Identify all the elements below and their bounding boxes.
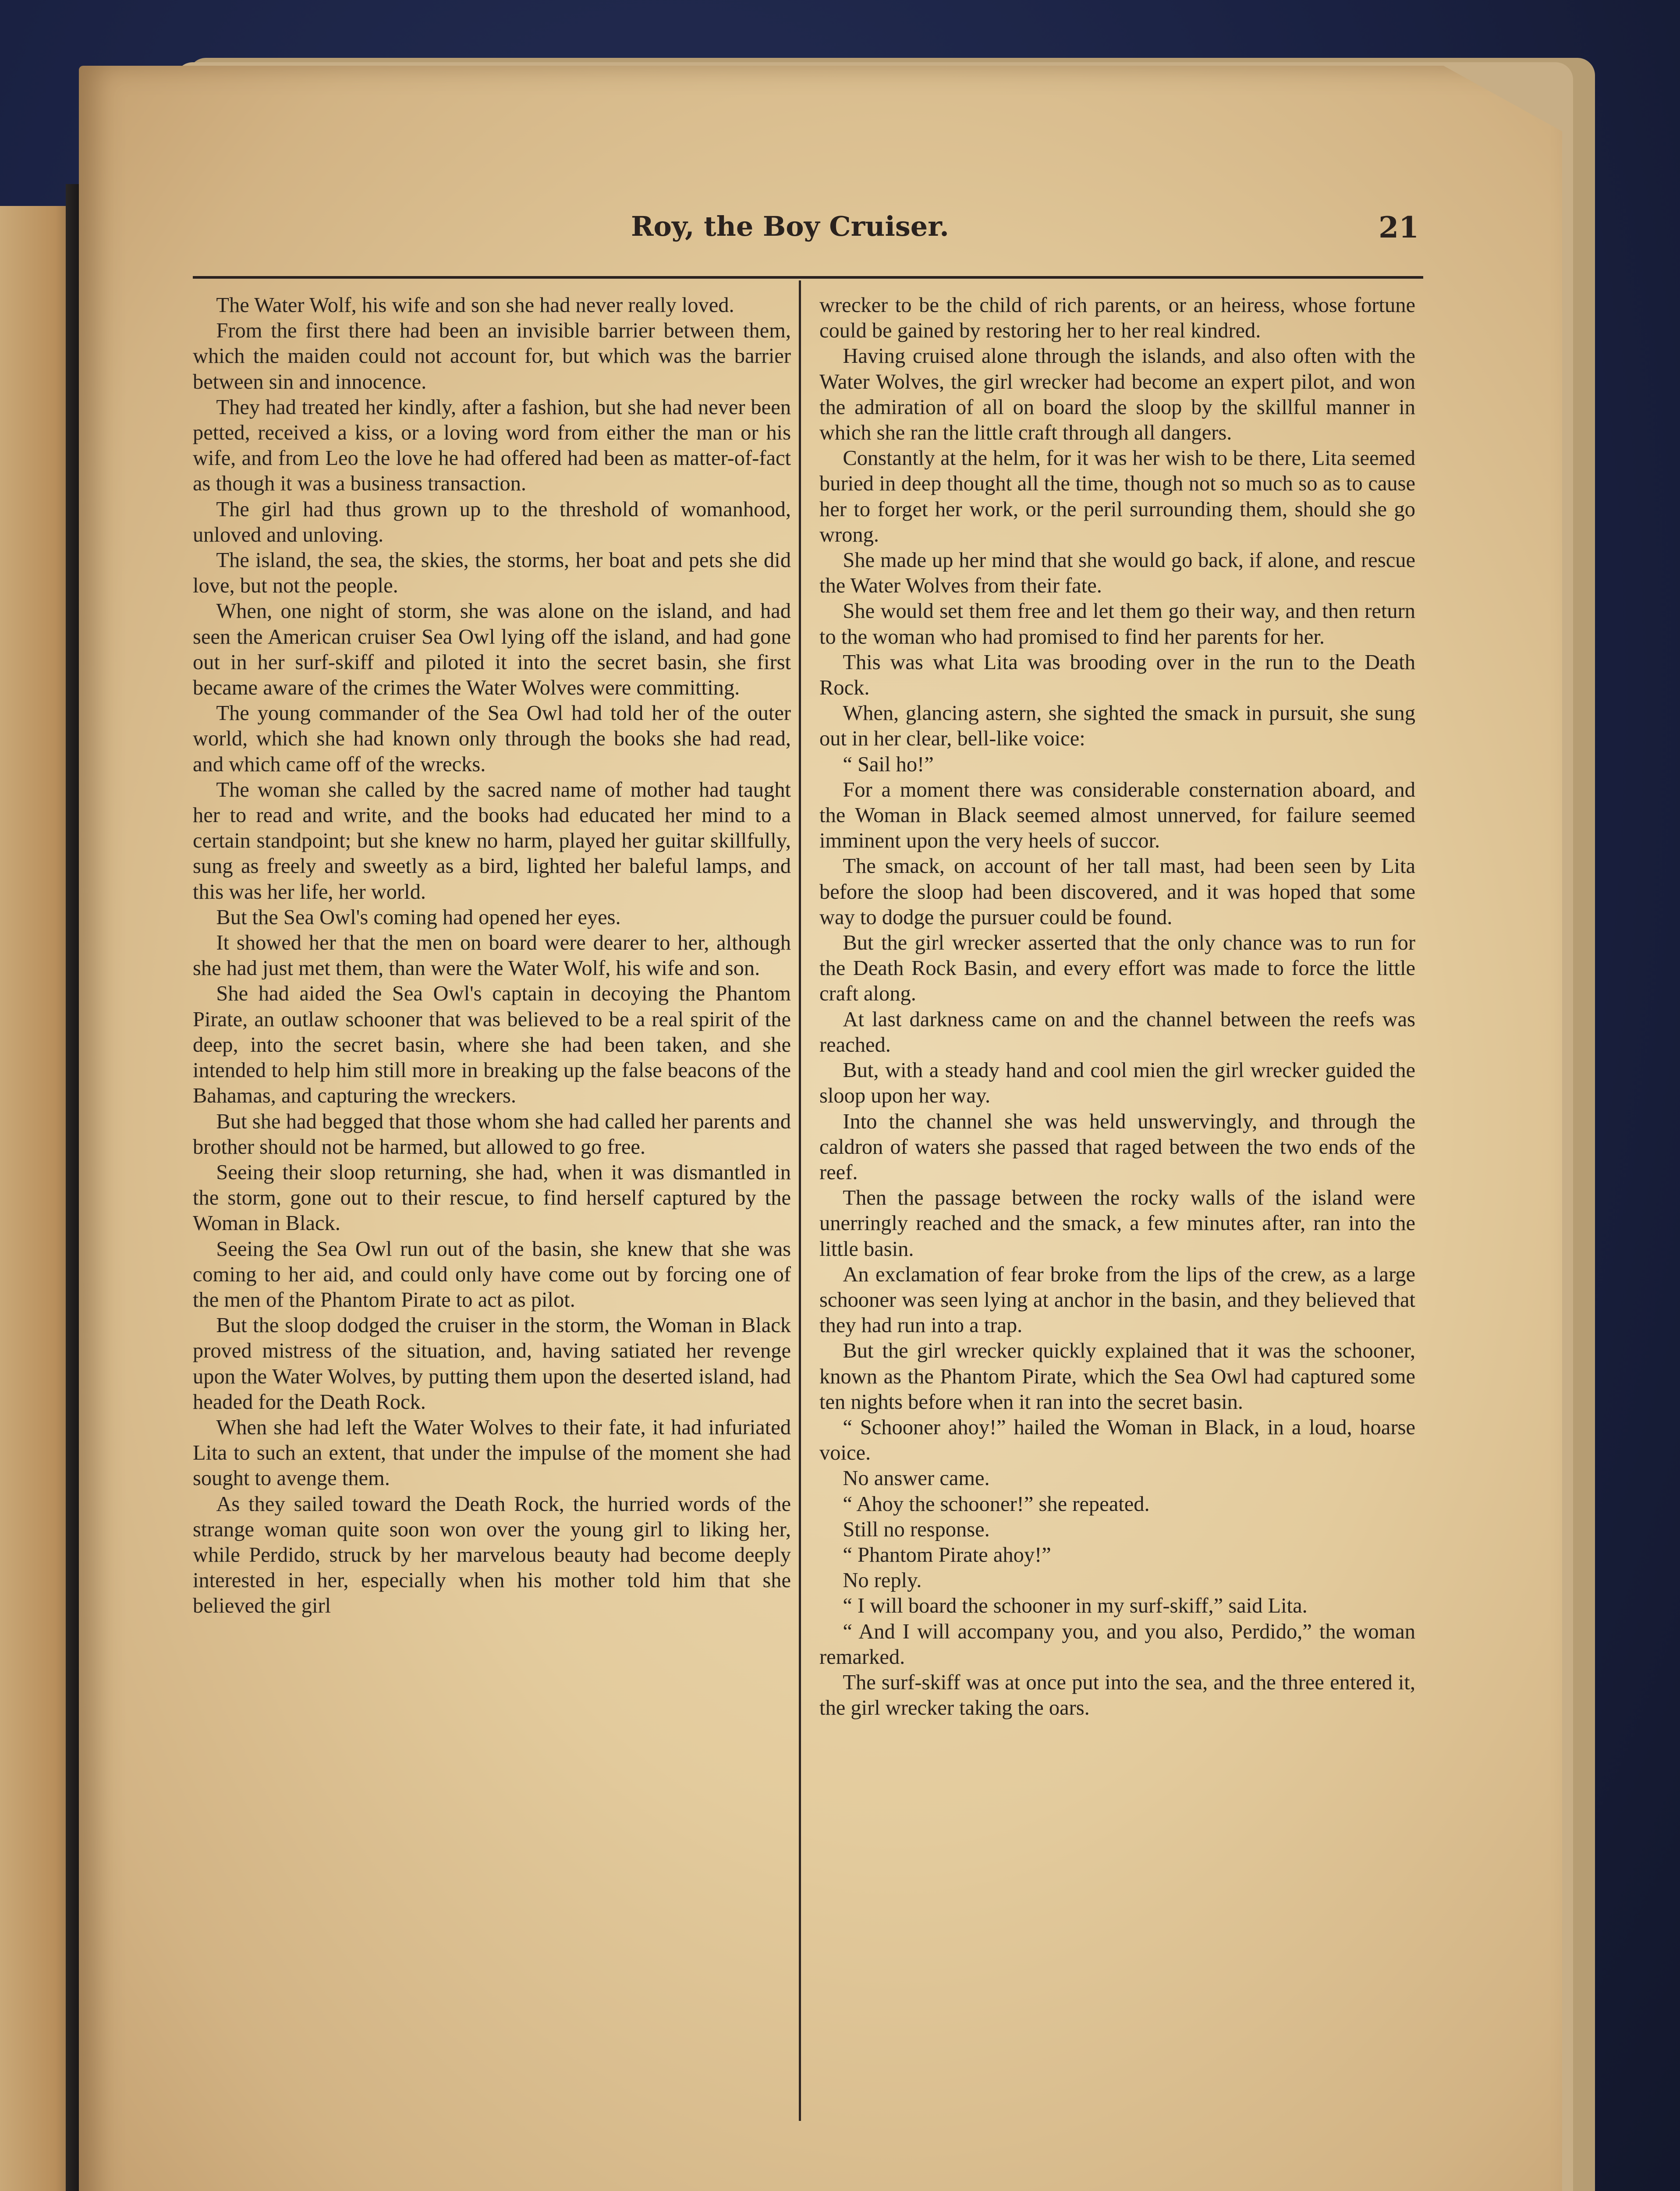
paragraph: But the sloop dodged the cruiser in the storm, the Woman in Black proved mistress of the situation, and, having satiated her revenge upon the Water Wolves, by putting them upon the deserted island, had headed for the Death Rock. bbox=[193, 1314, 791, 1414]
paragraph: When, glancing astern, she sighted the smack in pursuit, she sung out in her clear, bell-like voice: bbox=[819, 702, 1415, 751]
paragraph: As they sailed toward the Death Rock, the hurried words of the strange woman quite soon won over the young girl to liking her, while Perdido, struck by her marvelous beauty had become deeply interested in her, especially when his mother told him that she believed the girl bbox=[193, 1492, 791, 1618]
paragraph: She made up her mind that she would go back, if alone, and rescue the Water Wolves from their fate. bbox=[819, 549, 1415, 598]
paragraph: “ Phantom Pirate ahoy!” bbox=[843, 1543, 1051, 1567]
paragraph: Still no response. bbox=[843, 1517, 990, 1541]
paragraph: She would set them free and let them go their way, and then return to the woman who had promised to find her parents for her. bbox=[819, 599, 1415, 649]
page-number: 21 bbox=[1379, 210, 1419, 245]
paragraph: The surf-skiff was at once put into the sea, and the three entered it, the girl wrecker taking the oars. bbox=[819, 1670, 1415, 1720]
paragraph: An exclamation of fear broke from the lips of the crew, as a large schooner was seen lying at anchor in the basin, and they believed that they had run into a trap. bbox=[819, 1262, 1415, 1337]
paragraph: From the first there had been an invisible barrier between them, which the maiden could not account for, but which was the barrier between sin and innocence. bbox=[193, 319, 791, 394]
text-column-right bbox=[819, 293, 1415, 1721]
paragraph: But, with a steady hand and cool mien the girl wrecker guided the sloop upon her way. bbox=[819, 1059, 1415, 1108]
paragraph: wrecker to be the child of rich parents, or an heiress, whose fortune could be gained by restoring her to her real kindred. bbox=[819, 294, 1415, 343]
paragraph: No answer came. bbox=[843, 1467, 990, 1490]
text-column-left bbox=[193, 293, 791, 1619]
paragraph: Into the channel she was held unswervingly, and through the caldron of waters she passed that raged between the two ends of the reef. bbox=[819, 1110, 1415, 1184]
paragraph: The girl had thus grown up to the threshold of womanhood, unloved and unloving. bbox=[193, 497, 791, 546]
paragraph: It showed her that the men on board were dearer to her, although she had just met them, than were the Water Wolf, his wife and son. bbox=[193, 931, 791, 980]
paragraph: When, one night of storm, she was alone on the island, and had seen the American cruiser Sea Owl lying off the island, and had gone out in her surf-skiff and piloted it into the secret basin, she first became aware of the crimes the Water Wolves were committing. bbox=[193, 599, 791, 700]
paragraph: The Water Wolf, his wife and son she had never really loved. bbox=[216, 294, 734, 317]
paragraph: “ And I will accompany you, and you also, Perdido,” the woman remarked. bbox=[819, 1620, 1415, 1669]
running-title: Roy, the Boy Cruiser. bbox=[631, 210, 949, 242]
paragraph: Having cruised alone through the islands, and also often with the Water Wolves, the girl wrecker had become an expert pilot, and won the admiration of all on board the sloop by the skillful manner in which she ran the little craft through all dangers. bbox=[819, 344, 1415, 445]
page-header bbox=[193, 210, 1423, 279]
paragraph: But the girl wrecker asserted that the only chance was to run for the Death Rock Basin, and every effort was made to force the little craft along. bbox=[819, 931, 1415, 1006]
paragraph: The smack, on account of her tall mast, had been seen by Lita before the sloop had been discovered, and it was hoped that some way to dodge the pursuer could be found. bbox=[819, 854, 1415, 929]
paragraph: This was what Lita was brooding over in the run to the Death Rock. bbox=[819, 650, 1415, 700]
paragraph: When she had left the Water Wolves to their fate, it had infuriated Lita to such an extent, that under the impulse of the moment she had sought to avenge them. bbox=[193, 1415, 791, 1490]
paragraph: But the girl wrecker quickly explained that it was the schooner, known as the Phantom Pirate, which the Sea Owl had captured some ten nights before when it ran into the secret basin. bbox=[819, 1339, 1415, 1414]
paragraph: She had aided the Sea Owl's captain in decoying the Phantom Pirate, an outlaw schooner that was believed to be a real spirit of the deep, into the secret basin, where she had been taken, and she intended to help him still more in breaking up the false beacons of the Bahamas, and capturing the wreckers. bbox=[193, 982, 791, 1108]
paragraph: The island, the sea, the skies, the storms, her boat and pets she did love, but not the people. bbox=[193, 549, 791, 598]
paragraph: “ I will board the schooner in my surf-skiff,” said Lita. bbox=[843, 1594, 1308, 1618]
paragraph: No reply. bbox=[843, 1569, 922, 1592]
paragraph: They had treated her kindly, after a fashion, but she had never been petted, received a kiss, or a loving word from either the man or his wife, and from Leo the love he had offered had been as matter-of-fact as though it was a business transaction. bbox=[193, 395, 791, 496]
paragraph: Then the passage between the rocky walls of the island were unerringly reached and the smack, a few minutes after, ran into the little basin. bbox=[819, 1186, 1415, 1261]
paragraph: For a moment there was considerable consternation aboard, and the Woman in Black seemed almost unnerved, for failure seemed imminent upon the very heels of succor. bbox=[819, 778, 1415, 853]
paragraph: The woman she called by the sacred name of mother had taught her to read and write, and the books had educated her mind to a certain standpoint; but she knew no harm, played her guitar skillfully, sung as freely and sweetly as a bird, lighted her baleful lamps, and this was her life, her world. bbox=[193, 778, 791, 904]
paragraph: “ Schooner ahoy!” hailed the Woman in Black, in a loud, hoarse voice. bbox=[819, 1415, 1415, 1465]
paragraph: But she had begged that those whom she had called her parents and brother should not be harmed, but allowed to go free. bbox=[193, 1110, 791, 1159]
paragraph: Seeing the Sea Owl run out of the basin, she knew that she was coming to her aid, and could only have come out by forcing one of the men of the Phantom Pirate to act as pilot. bbox=[193, 1237, 791, 1312]
paragraph: Seeing their sloop returning, she had, when it was dismantled in the storm, gone out to their rescue, to find herself captured by the Woman in Black. bbox=[193, 1160, 791, 1235]
column-divider-rule bbox=[799, 280, 801, 2121]
paragraph: The young commander of the Sea Owl had told her of the outer world, which she had known only through the books she had read, and which came off of the wrecks. bbox=[193, 702, 791, 776]
paragraph: “ Sail ho!” bbox=[843, 752, 934, 776]
paragraph: At last darkness came on and the channel between the reefs was reached. bbox=[819, 1007, 1415, 1057]
paragraph: But the Sea Owl's coming had opened her eyes. bbox=[216, 905, 621, 929]
paragraph: Constantly at the helm, for it was her wish to be there, Lita seemed buried in deep thought all the time, though not so much so as to cause her to forget her work, or the peril surrounding them, should she go wrong. bbox=[819, 447, 1415, 546]
paragraph: “ Ahoy the schooner!” she repeated. bbox=[843, 1492, 1150, 1516]
